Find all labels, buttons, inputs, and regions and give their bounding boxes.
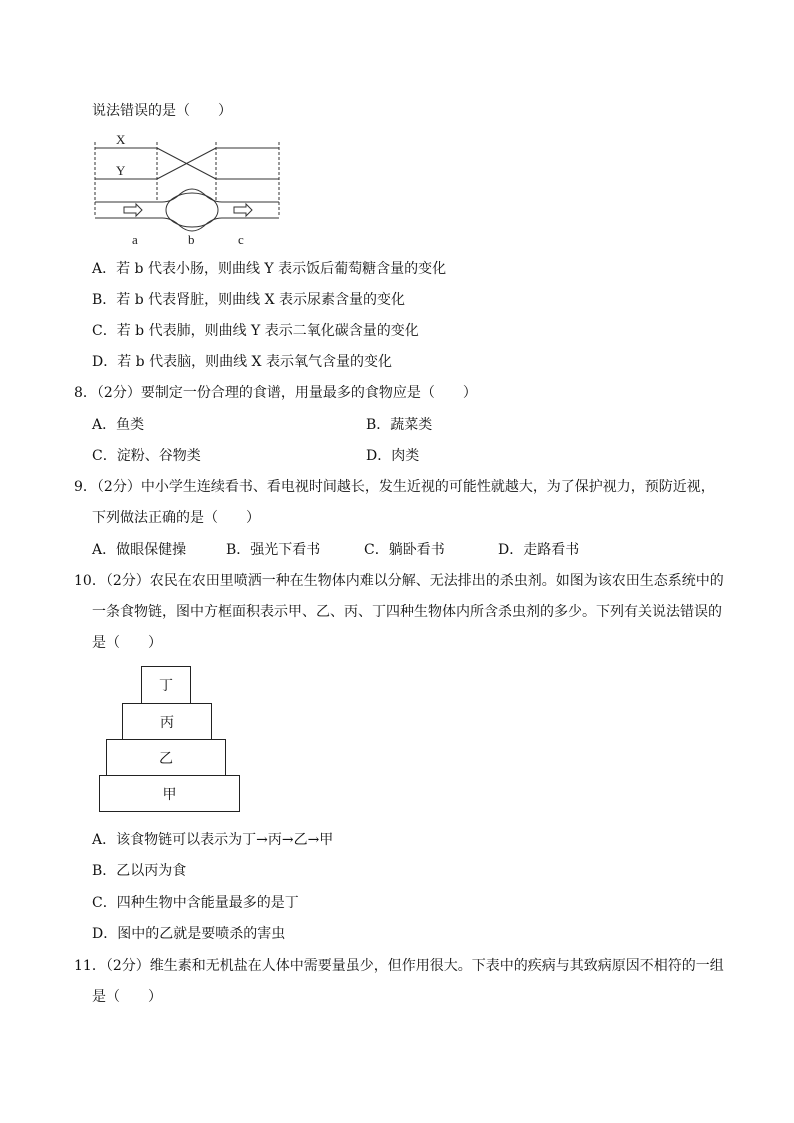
label-b: b bbox=[188, 232, 195, 247]
q10-stem-line2: 一条食物链，图中方框面积表示甲、乙、丙、丁四种生物体内所含杀虫剂的多少。下列有关说法错误的 bbox=[92, 604, 722, 620]
label-x: X bbox=[116, 132, 126, 147]
q10-option-c: C．四种生物中含能量最多的是丁 bbox=[92, 895, 299, 911]
q7-option-d: D．若 b 代表脑，则曲线 X 表示氧气含量的变化 bbox=[92, 354, 392, 370]
q7-option-b: B．若 b 代表肾脏，则曲线 X 表示尿素含量的变化 bbox=[92, 292, 406, 308]
blood-flow-diagram bbox=[92, 132, 284, 248]
q9-option-a: A．做眼保健操 bbox=[92, 542, 187, 558]
q8-stem: 8．（2分）要制定一份合理的食谱，用量最多的食物应是（ ） bbox=[74, 385, 477, 401]
pesticide-pyramid bbox=[98, 666, 242, 812]
q10-option-b: B．乙以丙为食 bbox=[92, 863, 187, 879]
q7-stem-tail: 说法错误的是（ ） bbox=[92, 103, 232, 119]
q8-option-a: A．鱼类 bbox=[92, 417, 145, 433]
q9-option-b: B．强光下看书 bbox=[226, 542, 321, 558]
q9-option-c: C．躺卧看书 bbox=[364, 542, 445, 558]
label-c: c bbox=[238, 232, 244, 247]
q9-stem-line1: 9．（2分）中小学生连续看书、看电视时间越长，发生近视的可能性就越大，为了保护视力，预防近视， bbox=[74, 479, 715, 495]
q8-option-d: D．肉类 bbox=[366, 448, 420, 464]
box-jia: 甲 bbox=[99, 775, 240, 812]
box-yi: 乙 bbox=[106, 739, 226, 776]
q11-stem-line1: 11．（2分）维生素和无机盐在人体中需要量虽少，但作用很大。下表中的疾病与其致病原因不相符的一组 bbox=[74, 958, 724, 974]
q8-option-b: B．蔬菜类 bbox=[366, 417, 433, 433]
q7-option-a: A．若 b 代表小肠，则曲线 Y 表示饭后葡萄糖含量的变化 bbox=[92, 261, 447, 277]
box-ding: 丁 bbox=[141, 666, 191, 704]
q9-option-d: D．走路看书 bbox=[498, 542, 580, 558]
label-a: a bbox=[132, 232, 138, 247]
q7-option-c: C．若 b 代表肺，则曲线 Y 表示二氧化碳含量的变化 bbox=[92, 323, 419, 339]
q11-stem-line2: 是（ ） bbox=[92, 989, 162, 1005]
q10-option-d: D．图中的乙就是要喷杀的害虫 bbox=[92, 926, 286, 942]
q10-option-a: A．该食物链可以表示为丁→丙→乙→甲 bbox=[92, 832, 334, 848]
box-bing: 丙 bbox=[122, 703, 212, 740]
q10-stem-line1: 10．（2分）农民在农田里喷洒一种在生物体内难以分解、无法排出的杀虫剂。如图为该农田生态系统中的 bbox=[74, 573, 724, 589]
q9-stem-line2: 下列做法正确的是（ ） bbox=[92, 510, 260, 526]
q10-stem-line3: 是（ ） bbox=[92, 635, 162, 651]
q8-option-c: C．淀粉、谷物类 bbox=[92, 448, 201, 464]
label-y: Y bbox=[116, 163, 126, 178]
